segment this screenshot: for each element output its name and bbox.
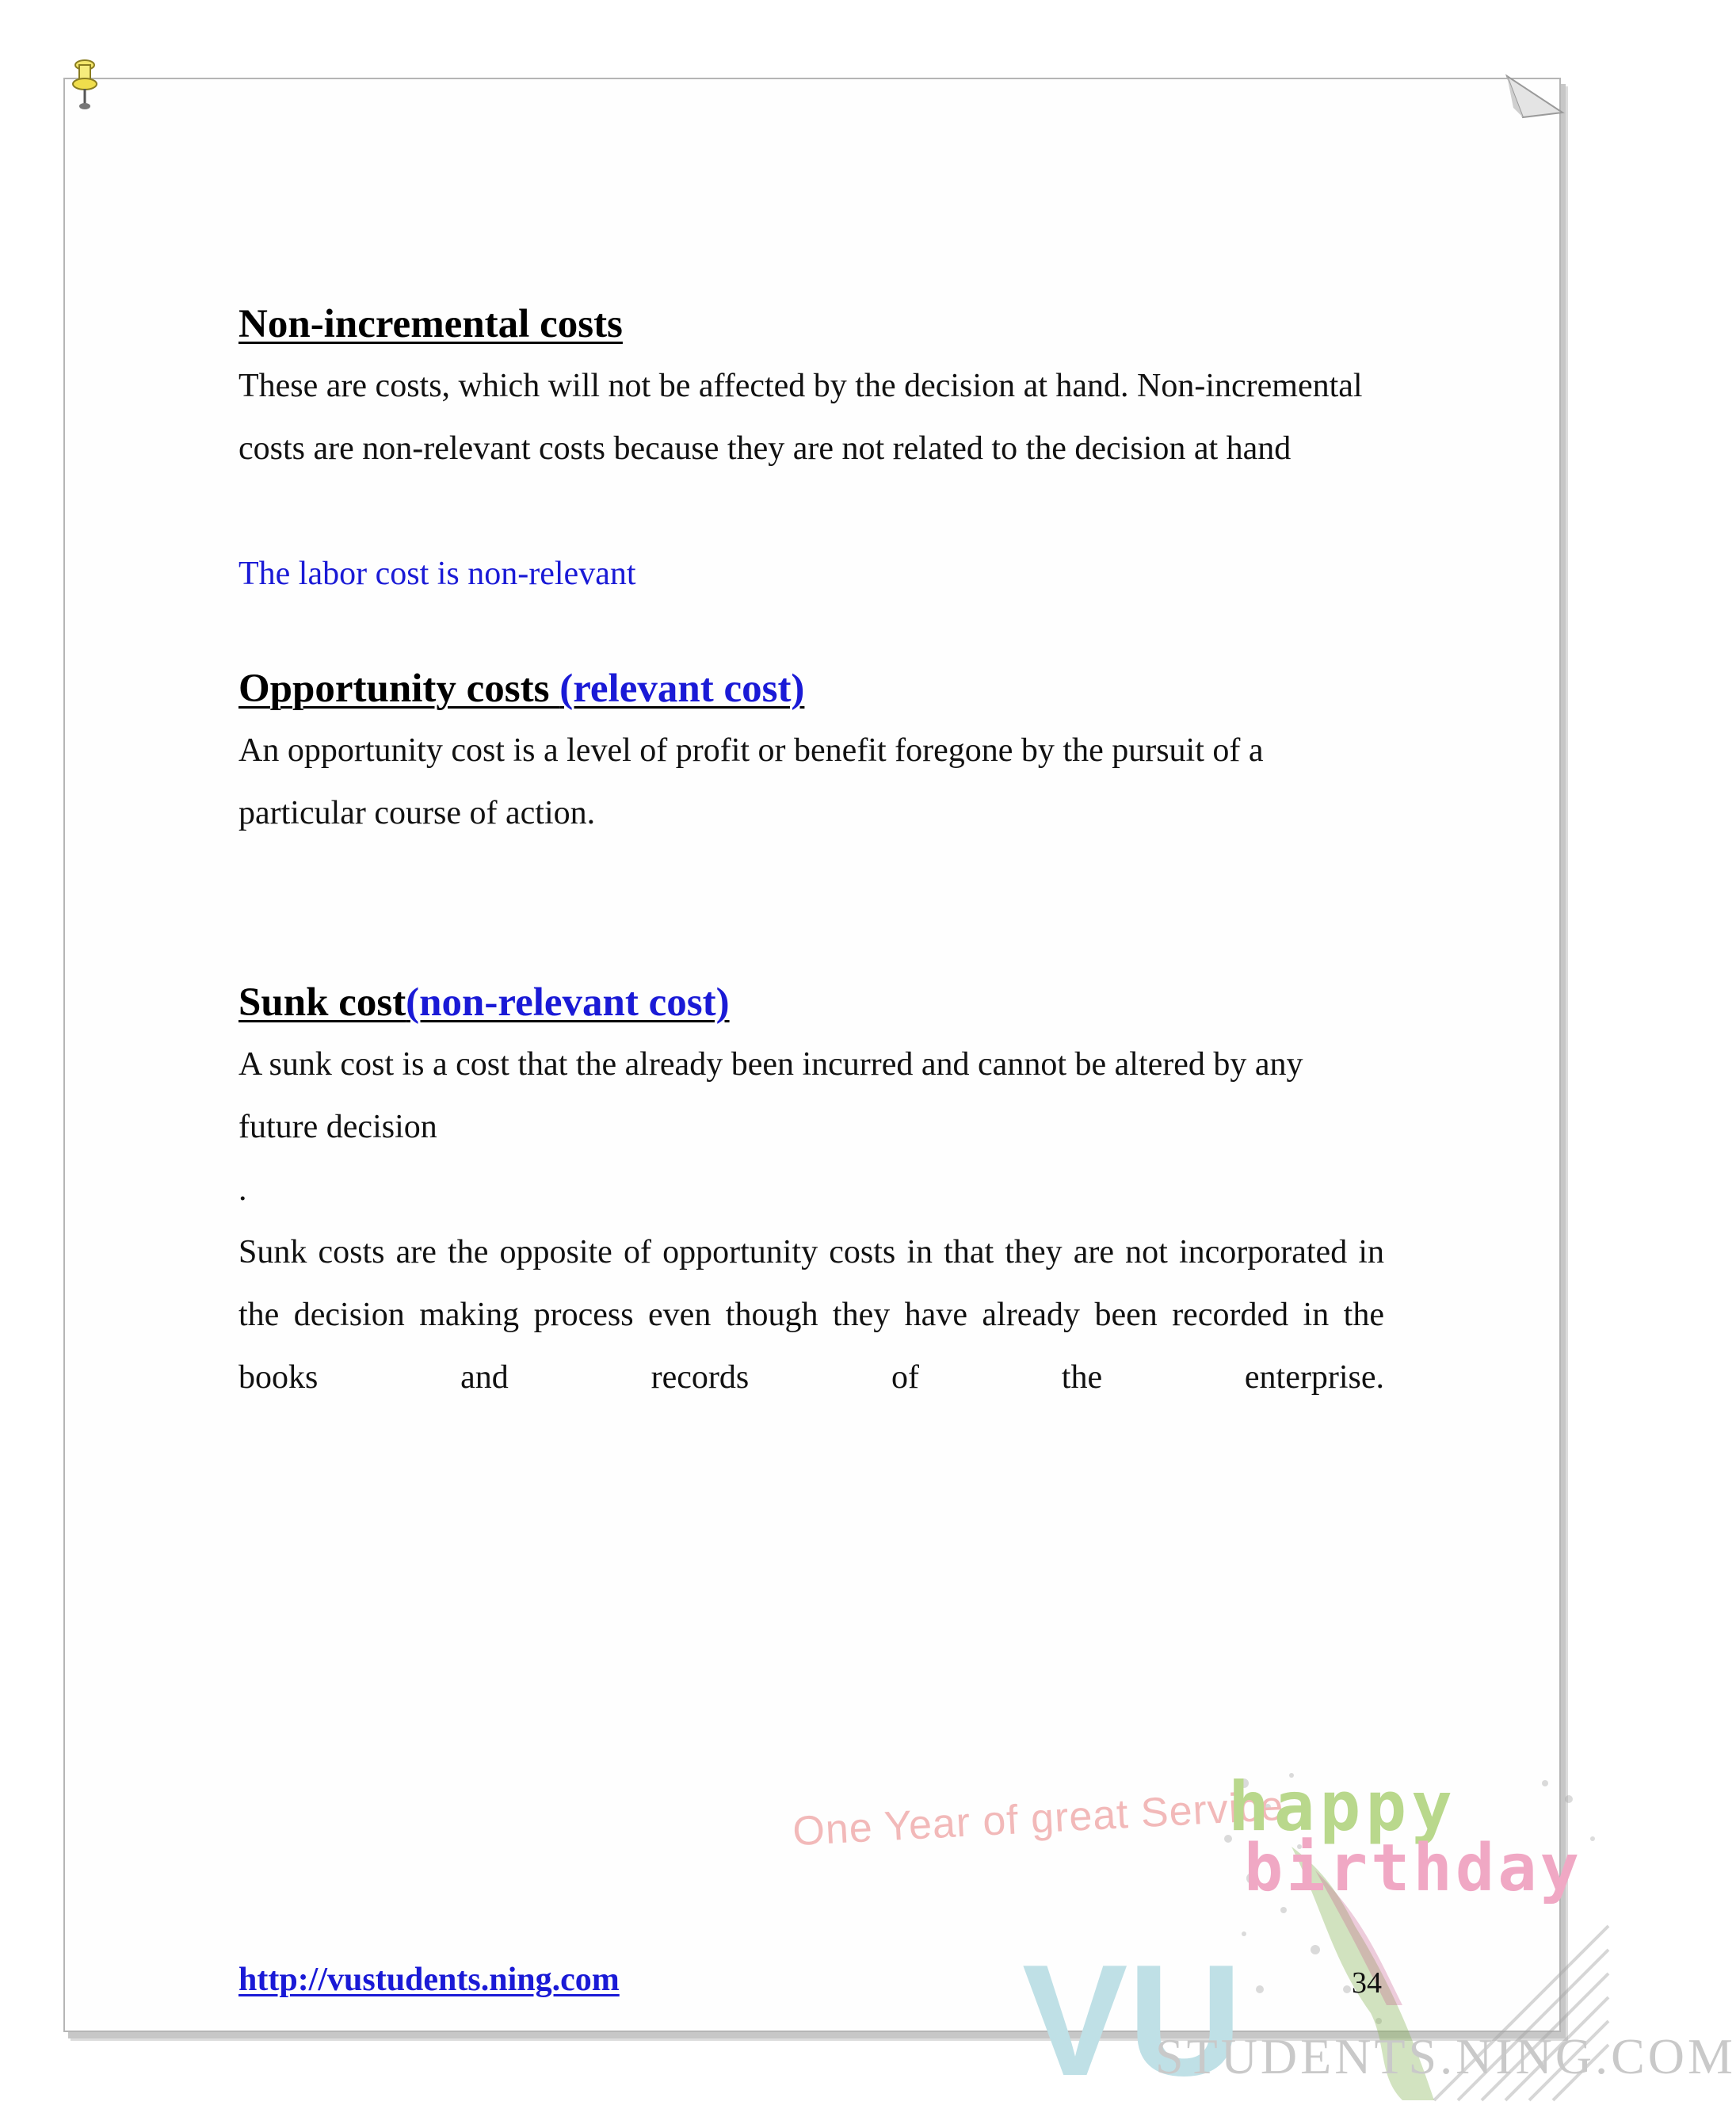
pushpin-icon xyxy=(70,59,100,111)
paragraph-stray-period: . xyxy=(238,1171,247,1208)
page-content xyxy=(238,293,1384,1409)
section-heading-suffix: (non-relevant cost) xyxy=(406,980,730,1025)
footer-link[interactable]: http://vustudents.ning.com xyxy=(238,1962,620,1998)
section-heading-non-incremental-costs xyxy=(238,293,1384,355)
section-heading-text: Sunk cost xyxy=(238,980,406,1025)
watermark-birthday: birthday xyxy=(1244,1831,1582,1906)
page-number: 34 xyxy=(1352,1966,1382,2000)
note-labor-cost: The labor cost is non-relevant xyxy=(238,556,636,592)
spacer xyxy=(238,480,1384,543)
spacer xyxy=(238,606,1384,658)
paragraph-opportunity-definition: An opportunity cost is a level of profit or benefit foregone by the pursuit of a particular course of action. xyxy=(238,732,1264,831)
paragraph-sunk-definition: A sunk cost is a cost that the already been incurred and cannot be altered by any future decision xyxy=(238,1046,1303,1145)
section-heading-text: Non-incremental costs xyxy=(238,302,623,346)
watermark-tagline: One Year of great Service xyxy=(791,1782,1285,1855)
paragraph-non-incremental-definition: These are costs, which will not be affected by the decision at hand. Non-incremental costs are non-relevant costs because they are not related to the decision at hand xyxy=(238,368,1363,467)
watermark-happy: happy xyxy=(1228,1767,1457,1847)
section-heading-sunk-cost xyxy=(238,972,1384,1033)
section-heading-suffix: (relevant cost) xyxy=(559,667,805,711)
watermark xyxy=(784,1752,1736,2109)
section-heading-opportunity-costs xyxy=(238,658,1384,720)
section-heading-text: Opportunity costs xyxy=(238,667,560,711)
paragraph-sunk-vs-opportunity: Sunk costs are the opposite of opportunity costs in that they are not incorporated in the decision making process even though they have already been recorded in the books and records of the enterprise. xyxy=(238,1234,1384,1396)
page-curl-icon xyxy=(1507,76,1562,117)
watermark-logo-students: STUDENTS.NING.COM xyxy=(1155,2028,1736,2084)
watermark-logo-vu: VU xyxy=(1022,1932,1242,2109)
spacer xyxy=(238,845,1384,972)
